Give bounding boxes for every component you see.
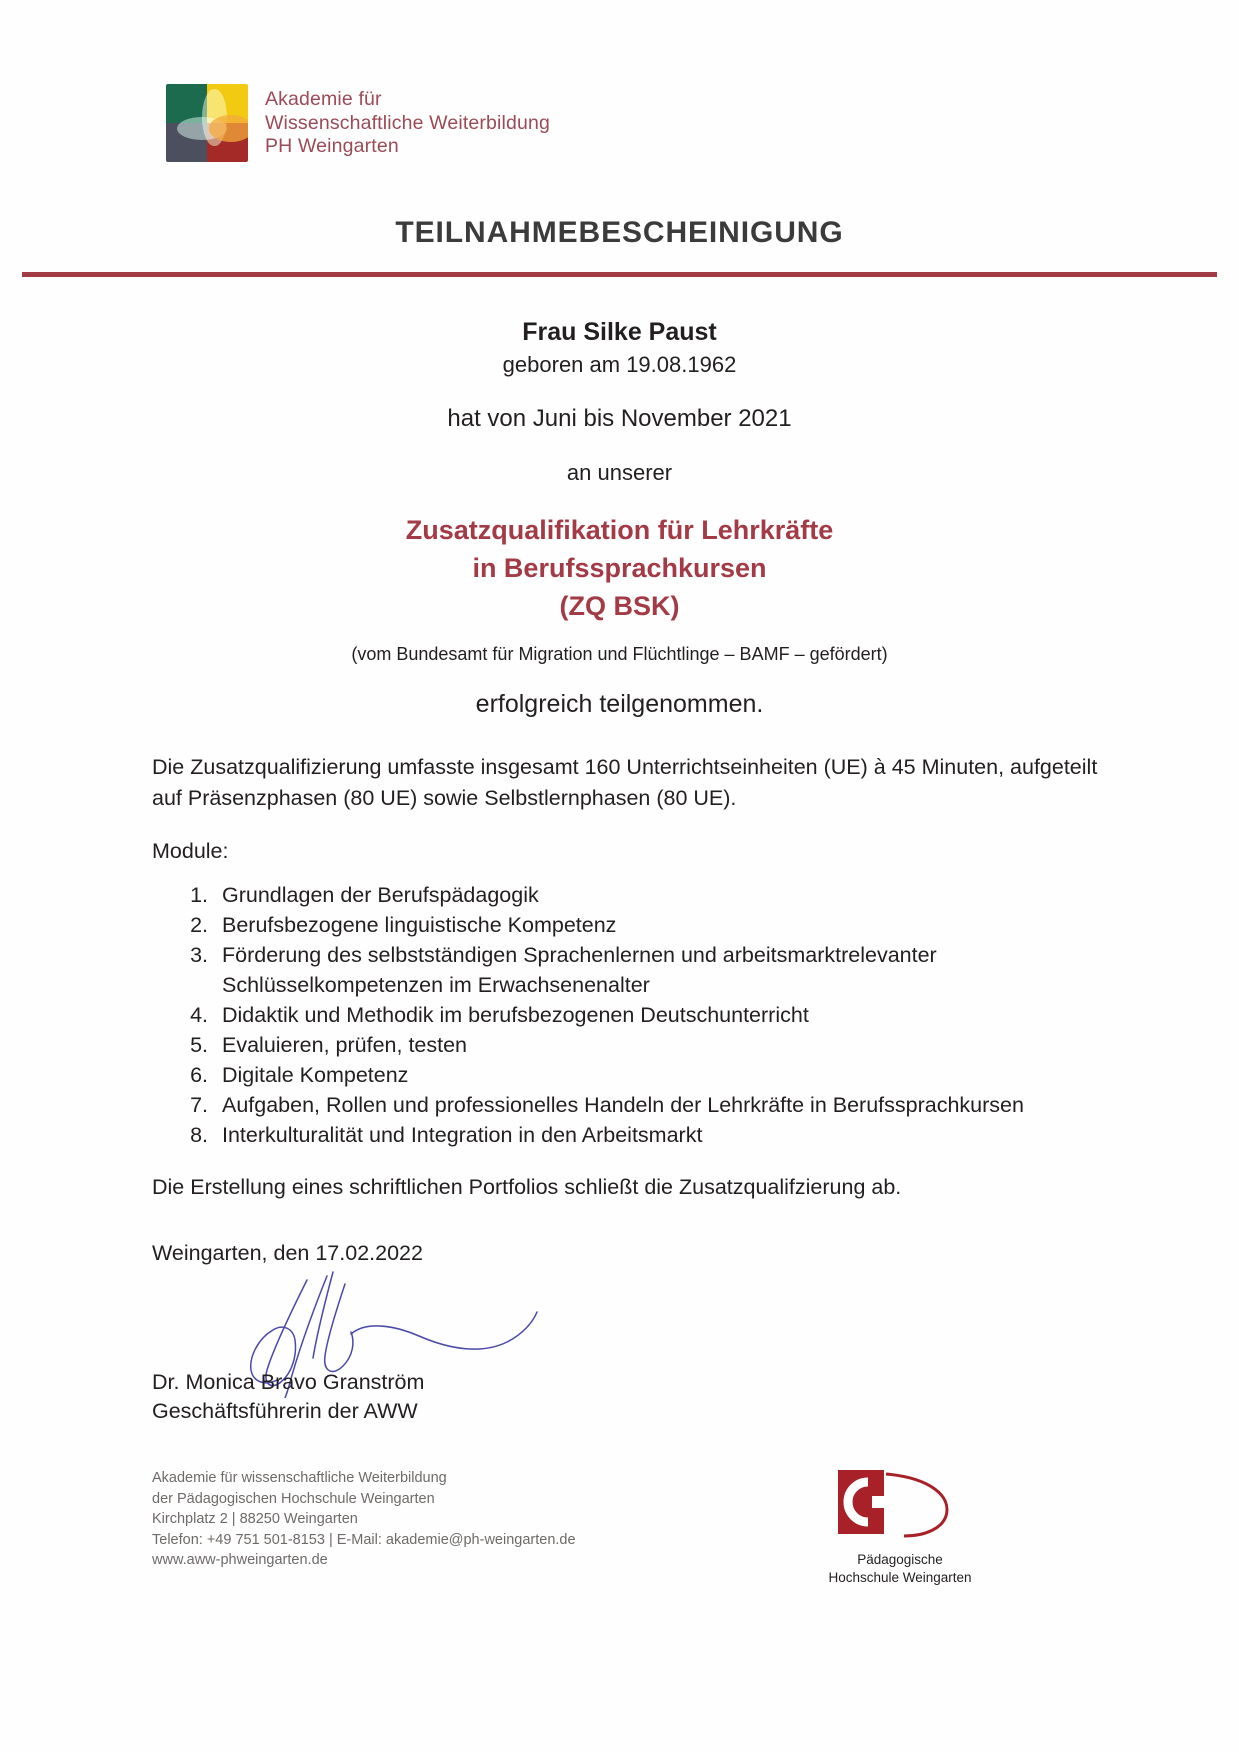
ph-caption-line-1: Pädagogische — [857, 1552, 943, 1567]
signer-role: Geschäftsführerin der AWW — [152, 1399, 418, 1423]
ph-logo-caption — [800, 1551, 1000, 1587]
list-item: 7. Aufgaben, Rollen und professionelles Handeln der Lehrkräfte in Berufssprachkursen — [214, 1091, 1099, 1121]
logo-line-3: PH Weingarten — [265, 135, 399, 157]
footer-line-2: der Pädagogischen Hochschule Weingarten — [152, 1490, 435, 1507]
aww-logo-text — [265, 84, 550, 159]
aww-quadrant-logo-icon — [166, 84, 248, 162]
modules-list — [152, 881, 1099, 1150]
aww-header — [166, 84, 550, 162]
modules-label: Module: — [152, 839, 229, 863]
course-title-line-1: Zusatzqualifikation für Lehrkräfte — [405, 515, 834, 545]
list-item: 1. Grundlagen der Berufspädagogik — [214, 881, 1099, 911]
signer-block — [152, 1368, 424, 1426]
list-item: 4. Didaktik und Methodik im berufsbezogenen Deutschunterricht — [214, 1001, 1099, 1031]
footer-line-3: Kirchplatz 2 | 88250 Weingarten — [152, 1511, 358, 1527]
recipient-birthdate: geboren am 19.08.1962 — [502, 352, 737, 377]
list-item: 8. Interkulturalität und Integration in den Arbeitsmarkt — [214, 1121, 1099, 1151]
completion-statement: erfolgreich teilgenommen. — [475, 690, 764, 718]
ph-weingarten-logo-block — [800, 1466, 1000, 1587]
footer-line-1: Akademie für wissenschaftliche Weiterbildung — [152, 1470, 447, 1486]
recipient-name: Frau Silke Paust — [522, 318, 717, 346]
place-and-date: Weingarten, den 17.02.2022 — [152, 1241, 423, 1265]
footer-address — [152, 1468, 576, 1571]
ph-caption-line-2: Hochschule Weingarten — [828, 1570, 972, 1585]
closing-paragraph: Die Erstellung eines schriftlichen Portfolios schließt die Zusatzqualifzierung ab. — [152, 1175, 902, 1199]
list-item: 5. Evaluieren, prüfen, testen — [214, 1031, 1099, 1061]
award-block — [0, 315, 1239, 721]
course-title — [0, 511, 1239, 625]
body-content — [152, 752, 1099, 1269]
funding-note: (vom Bundesamt für Migration und Flüchtlinge – BAMF – gefördert) — [351, 644, 888, 664]
document-title: TEILNAHMEBESCHEINIGUNG — [395, 216, 844, 249]
list-item: 2. Berufsbezogene linguistische Kompetenz — [214, 911, 1099, 941]
list-item: 6. Digitale Kompetenz — [214, 1061, 1099, 1091]
participation-period: hat von Juni bis November 2021 — [447, 405, 792, 432]
logo-line-1: Akademie für — [265, 88, 382, 110]
course-title-abbreviation: (ZQ BSK) — [559, 591, 680, 621]
scope-paragraph: Die Zusatzqualifizierung umfasste insgesamt 160 Unterrichtseinheiten (UE) à 45 Minuten, aufgeteilt auf Präsenzphasen (80 UE) sowie Selbstlernphasen (80 UE). — [152, 755, 1098, 810]
at-our-label: an unserer — [566, 460, 673, 485]
ph-weingarten-logo-icon — [834, 1466, 966, 1540]
logo-line-2: Wissenschaftliche Weiterbildung — [265, 111, 551, 134]
footer-line-4: Telefon: +49 751 501-8153 | E-Mail: akademie@ph-weingarten.de — [152, 1531, 576, 1548]
signer-name: Dr. Monica Bravo Granström — [152, 1370, 425, 1394]
course-title-line-2: in Berufssprachkursen — [472, 553, 767, 583]
list-item: 3. Förderung des selbstständigen Sprachenlernen und arbeitsmarktrelevanter Schlüsselkompetenzen im Erwachsenenalter — [214, 941, 1099, 1000]
title-divider — [22, 272, 1217, 277]
footer-line-5: www.aww-phweingarten.de — [152, 1552, 328, 1568]
